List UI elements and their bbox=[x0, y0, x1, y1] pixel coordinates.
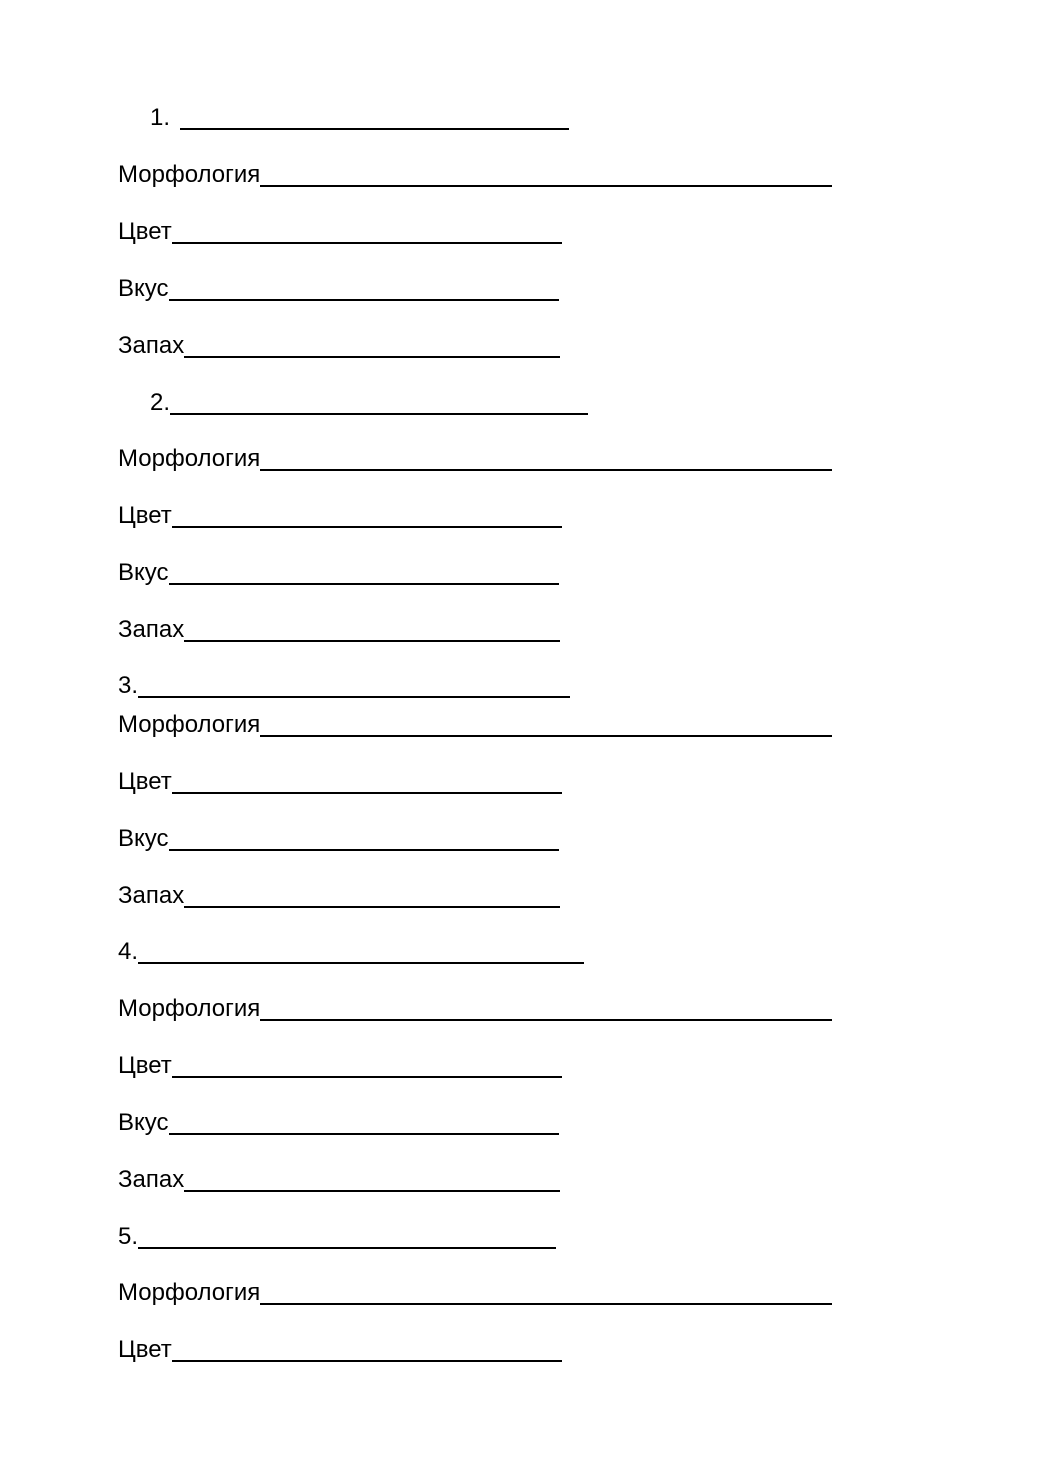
morphology-blank[interactable] bbox=[260, 713, 832, 737]
morphology-label: Морфология bbox=[118, 711, 261, 738]
section-3-taste-row bbox=[118, 821, 559, 853]
smell-blank[interactable] bbox=[184, 1168, 560, 1192]
section-5-color-row bbox=[118, 1332, 562, 1364]
smell-blank[interactable] bbox=[184, 334, 560, 358]
section-3-number: 3. bbox=[118, 672, 139, 699]
section-2-color-row bbox=[118, 498, 562, 530]
section-3-color-row bbox=[118, 764, 562, 796]
smell-blank[interactable] bbox=[184, 884, 560, 908]
morphology-blank[interactable] bbox=[260, 997, 832, 1021]
section-4-color-row bbox=[118, 1048, 562, 1080]
section-4-number: 4. bbox=[118, 938, 139, 965]
section-1-color-row bbox=[118, 214, 562, 246]
section-5-name-blank[interactable] bbox=[138, 1225, 556, 1249]
morphology-label: Морфология bbox=[118, 445, 261, 472]
taste-label: Вкус bbox=[118, 825, 169, 852]
section-2-taste-row bbox=[118, 555, 559, 587]
section-1-heading bbox=[150, 100, 569, 132]
color-label: Цвет bbox=[118, 502, 172, 529]
color-label: Цвет bbox=[118, 218, 172, 245]
section-1-smell-row bbox=[118, 328, 560, 360]
section-5-number: 5. bbox=[118, 1223, 139, 1250]
section-1-taste-row bbox=[118, 271, 559, 303]
smell-label: Запах bbox=[118, 1166, 185, 1193]
section-5-heading bbox=[118, 1219, 556, 1251]
section-3-heading bbox=[118, 668, 570, 700]
smell-label: Запах bbox=[118, 616, 185, 643]
color-label: Цвет bbox=[118, 768, 172, 795]
color-label: Цвет bbox=[118, 1336, 172, 1363]
smell-label: Запах bbox=[118, 882, 185, 909]
morphology-label: Морфология bbox=[118, 161, 261, 188]
section-4-name-blank[interactable] bbox=[138, 940, 584, 964]
color-blank[interactable] bbox=[172, 220, 562, 244]
color-blank[interactable] bbox=[172, 1054, 562, 1078]
section-4-heading bbox=[118, 934, 584, 966]
morphology-blank[interactable] bbox=[260, 447, 832, 471]
smell-label: Запах bbox=[118, 332, 185, 359]
smell-blank[interactable] bbox=[184, 618, 560, 642]
taste-label: Вкус bbox=[118, 275, 169, 302]
taste-blank[interactable] bbox=[169, 1111, 559, 1135]
taste-label: Вкус bbox=[118, 559, 169, 586]
morphology-blank[interactable] bbox=[260, 1281, 832, 1305]
section-1-morphology-row bbox=[118, 157, 832, 189]
section-2-number: 2. bbox=[150, 389, 171, 416]
morphology-label: Морфология bbox=[118, 995, 261, 1022]
section-3-name-blank[interactable] bbox=[138, 674, 570, 698]
taste-blank[interactable] bbox=[169, 561, 559, 585]
section-2-morphology-row bbox=[118, 441, 832, 473]
color-blank[interactable] bbox=[172, 504, 562, 528]
taste-blank[interactable] bbox=[169, 827, 559, 851]
section-1-number: 1. bbox=[150, 104, 171, 131]
section-4-taste-row bbox=[118, 1105, 559, 1137]
color-blank[interactable] bbox=[172, 1338, 562, 1362]
section-4-morphology-row bbox=[118, 991, 832, 1023]
color-label: Цвет bbox=[118, 1052, 172, 1079]
section-1-name-blank[interactable] bbox=[180, 106, 569, 130]
section-2-smell-row bbox=[118, 612, 560, 644]
section-5-morphology-row bbox=[118, 1275, 832, 1307]
section-2-heading bbox=[150, 385, 588, 417]
section-4-smell-row bbox=[118, 1162, 560, 1194]
taste-label: Вкус bbox=[118, 1109, 169, 1136]
section-3-smell-row bbox=[118, 878, 560, 910]
taste-blank[interactable] bbox=[169, 277, 559, 301]
morphology-label: Морфология bbox=[118, 1279, 261, 1306]
section-2-name-blank[interactable] bbox=[170, 391, 588, 415]
color-blank[interactable] bbox=[172, 770, 562, 794]
section-3-morphology-row bbox=[118, 707, 832, 739]
morphology-blank[interactable] bbox=[260, 163, 832, 187]
